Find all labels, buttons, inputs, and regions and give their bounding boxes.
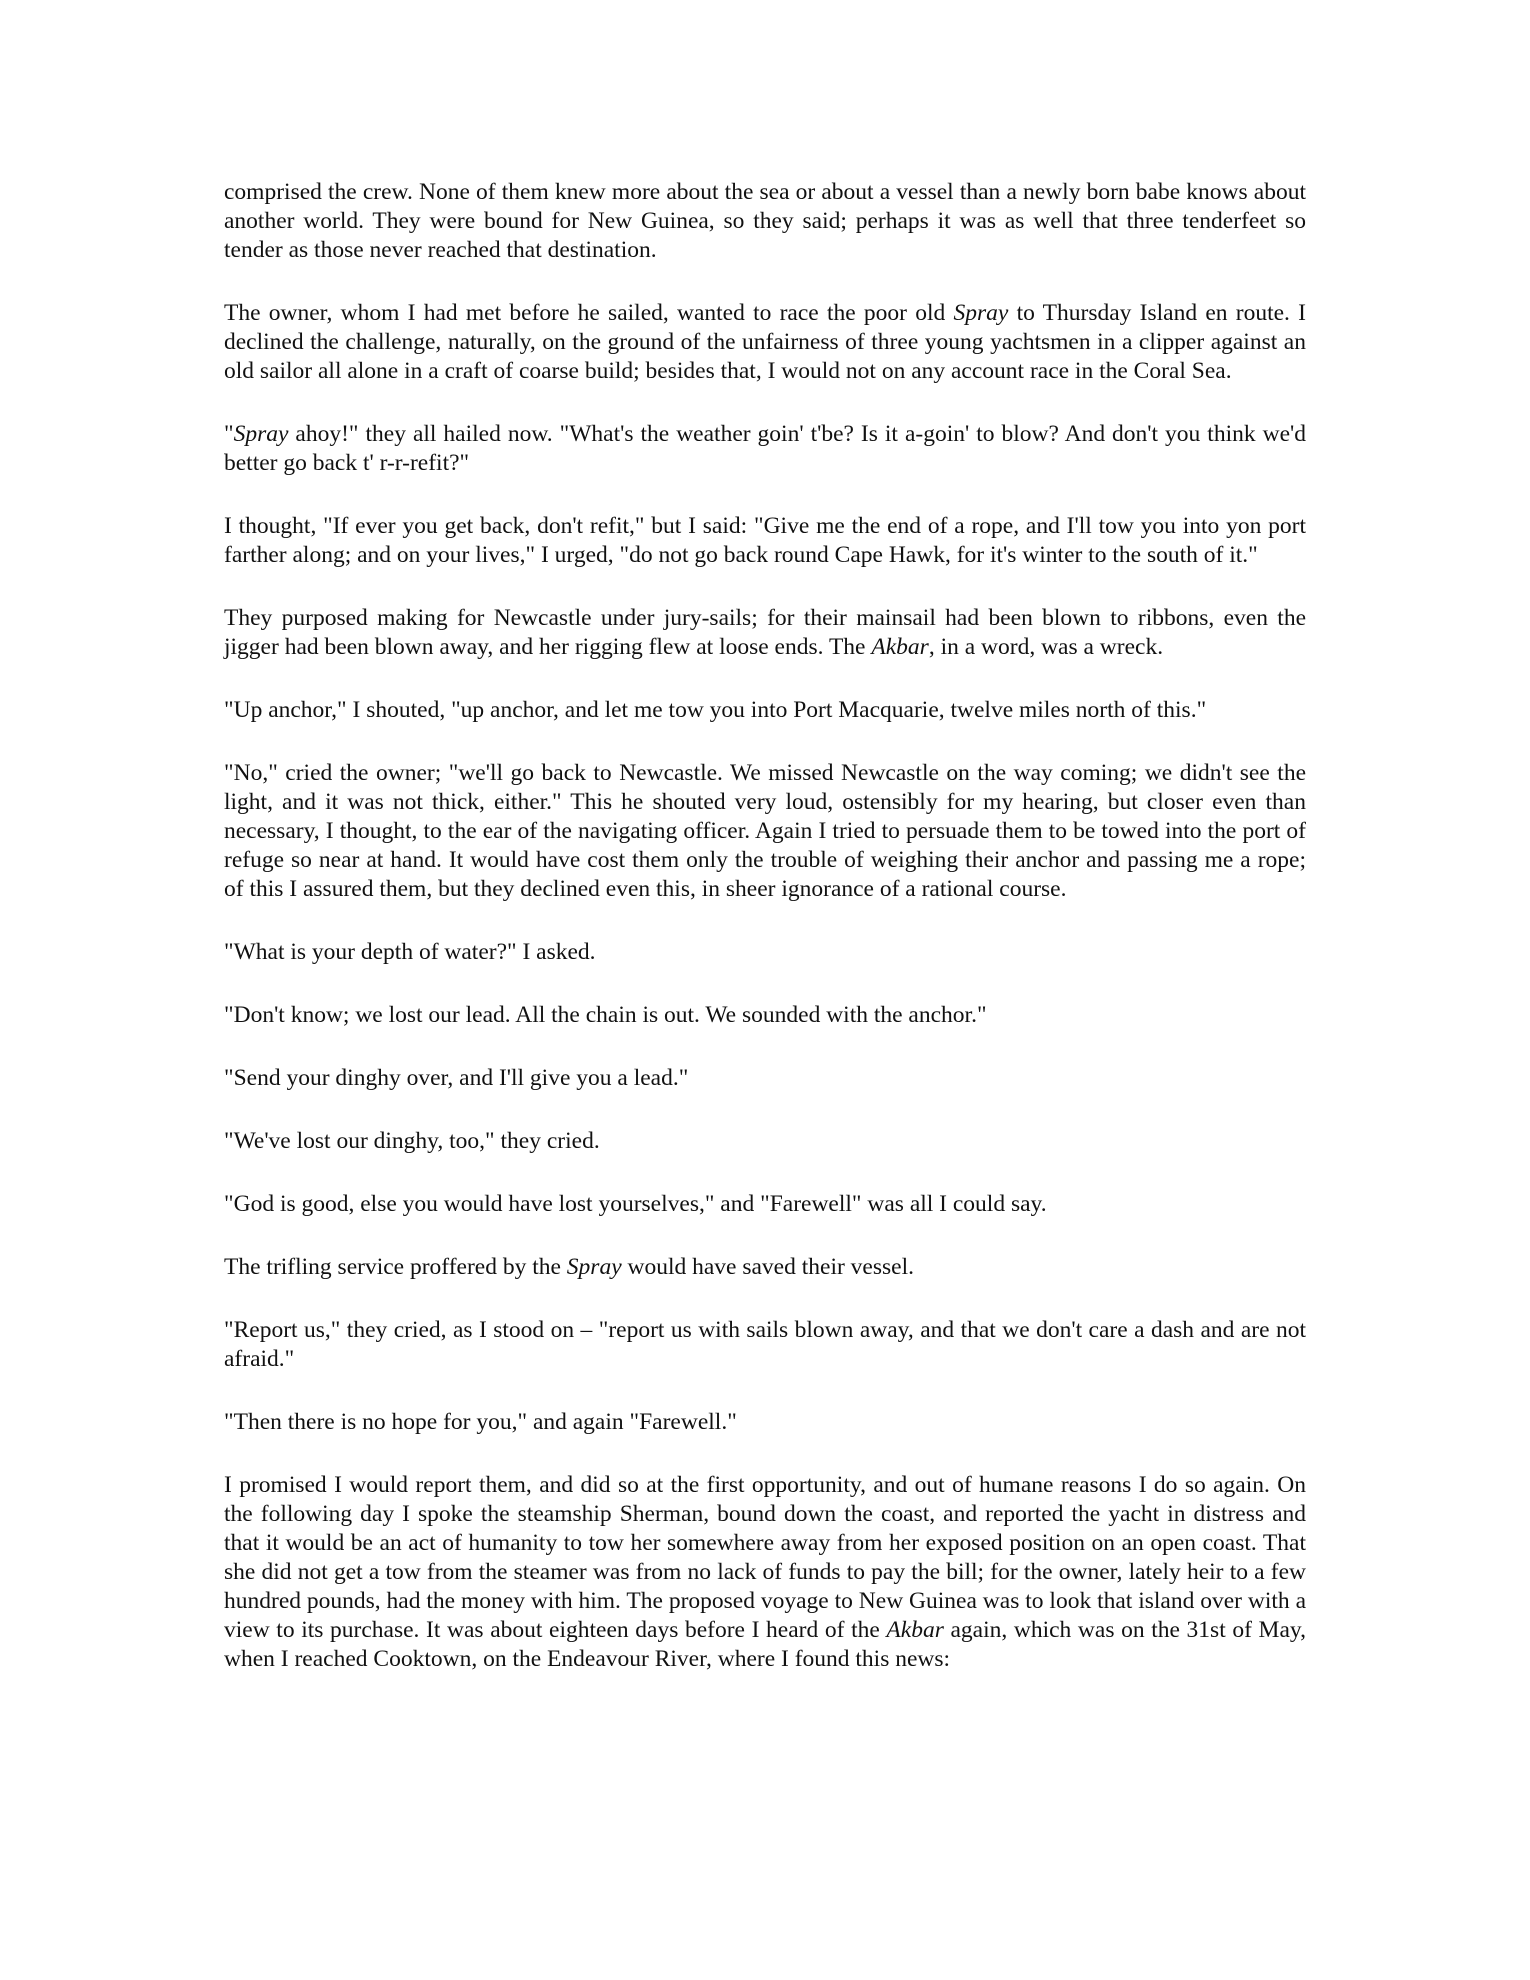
text-run: "Don't know; we lost our lead. All the chain is out. We sounded with the anchor." (224, 1002, 987, 1028)
italic-text: Akbar (871, 634, 929, 660)
paragraph-14 (224, 1316, 1306, 1374)
text-run: "Report us," they cried, as I stood on – "report us with sails blown away, and that we don't care a dash and are not afraid." (224, 1317, 1306, 1372)
text-run: "God is good, else you would have lost yourselves," and "Farewell" was all I could say. (224, 1191, 1047, 1217)
text-run: "Up anchor," I shouted, "up anchor, and let me tow you into Port Macquarie, twelve miles north of this." (224, 697, 1207, 723)
paragraph-12 (224, 1190, 1306, 1219)
text-run: "What is your depth of water?" I asked. (224, 939, 596, 965)
paragraph-16 (224, 1471, 1306, 1674)
text-run: "Then there is no hope for you," and again "Farewell." (224, 1409, 737, 1435)
text-run: ahoy!" they all hailed now. "What's the weather goin' t'be? Is it a-goin' to blow? And don't you think we'd better go back t' r-r-refit?" (224, 421, 1306, 476)
italic-text: Spray (953, 300, 1009, 326)
italic-text: Akbar (886, 1617, 944, 1643)
text-run: " (224, 421, 234, 447)
paragraph-3 (224, 420, 1306, 478)
text-run: I thought, "If ever you get back, don't refit," but I said: "Give me the end of a rope, and I'll tow you into yon port farther along; and on your lives," I urged, "do not go back round Cape Hawk, for it's winter to the south of it." (224, 513, 1306, 568)
text-run: would have saved their vessel. (621, 1254, 914, 1280)
paragraph-11 (224, 1127, 1306, 1156)
text-run: "We've lost our dinghy, too," they cried. (224, 1128, 600, 1154)
paragraph-9 (224, 1001, 1306, 1030)
paragraph-10 (224, 1064, 1306, 1093)
text-run: comprised the crew. None of them knew more about the sea or about a vessel than a newly born babe knows about another world. They were bound for New Guinea, so they said; perhaps it was as well that three tenderfeet so tender as those never reached that destination. (224, 179, 1306, 263)
paragraph-8 (224, 938, 1306, 967)
paragraph-5 (224, 604, 1306, 662)
text-run: "No," cried the owner; "we'll go back to Newcastle. We missed Newcastle on the way coming; we didn't see the light, and it was not thick, either." This he shouted very loud, ostensibly for my hearing, but closer even than necessary, I thought, to the ear of the navigating officer. Again I tried to persuade them to be towed into the port of refuge so near at hand. It would have cost them only the trouble of weighing their anchor and passing me a rope; of this I assured them, but they declined even this, in sheer ignorance of a rational course. (224, 760, 1306, 902)
paragraph-1 (224, 178, 1306, 265)
text-run: They purposed making for Newcastle under jury-sails; for their mainsail had been blown to ribbons, even the jigger had been blown away, and her rigging flew at loose ends. The (224, 605, 1306, 660)
text-run: , in a word, was a wreck. (928, 634, 1164, 660)
text-run: "Send your dinghy over, and I'll give you a lead." (224, 1065, 689, 1091)
italic-text: Spray (233, 421, 289, 447)
paragraph-15 (224, 1408, 1306, 1437)
paragraph-13 (224, 1253, 1306, 1282)
document-page (224, 178, 1306, 1708)
paragraph-4 (224, 512, 1306, 570)
text-run: I promised I would report them, and did so at the first opportunity, and out of humane reasons I do so again. On the following day I spoke the steamship Sherman, bound down the coast, and reported the yacht in distress and that it would be an act of humanity to tow her somewhere away from her exposed position on an open coast. That she did not get a tow from the steamer was from no lack of funds to pay the bill; for the owner, lately heir to a few hundred pounds, had the money with him. The proposed voyage to New Guinea was to look that island over with a view to its purchase. It was about eighteen days before I heard of the (224, 1472, 1306, 1643)
text-run: The owner, whom I had met before he sailed, wanted to race the poor old (224, 300, 954, 326)
text-run: The trifling service proffered by the (224, 1254, 567, 1280)
paragraph-6 (224, 696, 1306, 725)
text-run: to Thursday Island en route. I declined the challenge, naturally, on the ground of the unfairness of three young yachtsmen in a clipper against an old sailor all alone in a craft of coarse build; besides that, I would not on any account race in the Coral Sea. (224, 300, 1306, 384)
paragraph-7 (224, 759, 1306, 904)
italic-text: Spray (566, 1254, 622, 1280)
paragraph-2 (224, 299, 1306, 386)
text-run: again, which was on the 31st of May, when I reached Cooktown, on the Endeavour River, where I found this news: (224, 1617, 1306, 1672)
